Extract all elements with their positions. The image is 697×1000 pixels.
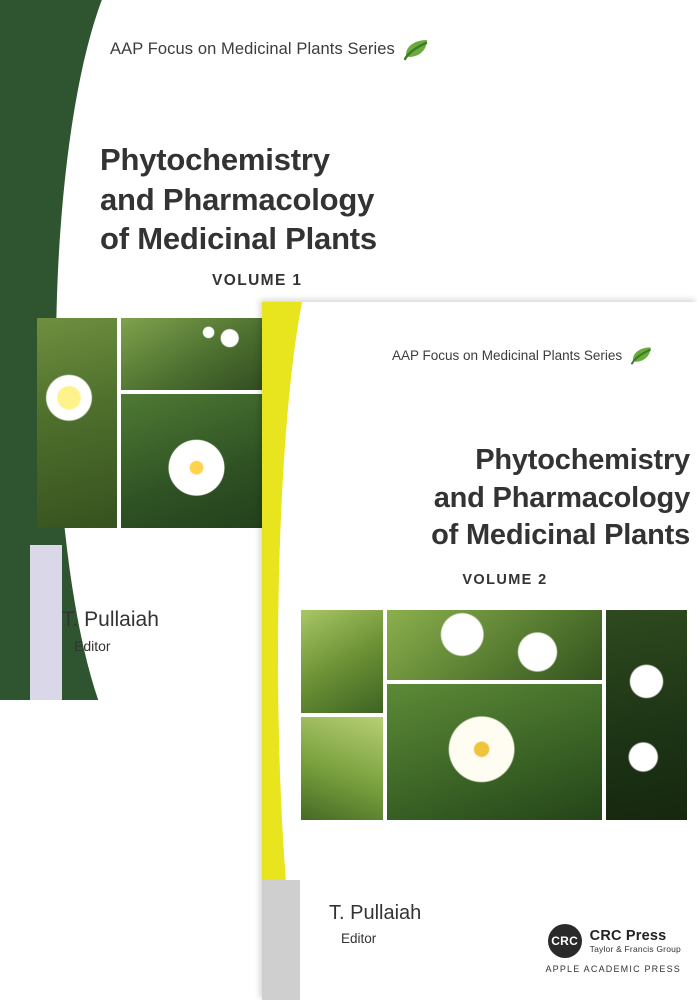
white-water-lily-photo	[121, 394, 272, 528]
volume-1-series-label: AAP Focus on Medicinal Plants Series	[110, 39, 395, 58]
volume-2-cover	[262, 302, 697, 1000]
volume-2-editor-block	[329, 902, 421, 946]
volume-1-title-line-3: of Medicinal Plants	[100, 221, 377, 257]
volume-1-series-bar	[110, 36, 455, 62]
volume-2-gray-foot	[262, 880, 300, 1000]
leaf-icon	[403, 36, 433, 62]
volume-2-editor-role: Editor	[341, 931, 377, 946]
volume-2-title	[338, 442, 690, 555]
publisher-logo	[548, 924, 681, 958]
imprint-label: APPLE ACADEMIC PRESS	[545, 964, 681, 974]
volume-2-title-line-3: of Medicinal Plants	[431, 519, 690, 552]
volume-2-title-line-2: and Pharmacology	[433, 481, 690, 514]
volume-2-series-label: AAP Focus on Medicinal Plants Series	[392, 347, 623, 363]
volume-1-volume-label: VOLUME 1	[212, 272, 303, 289]
volume-2-photo-column-center	[387, 610, 602, 820]
publisher-name: CRC Press	[589, 928, 667, 944]
volume-1-photo-column	[121, 318, 272, 528]
crc-badge: CRC	[548, 924, 582, 958]
volume-1-title-line-1: Phytochemistry	[100, 142, 330, 177]
green-leaves-with-small-flowers-photo	[121, 318, 272, 390]
volume-1-editor-block	[62, 608, 159, 654]
white-gardenia-flower-photo	[387, 684, 602, 820]
volume-2-series-bar	[392, 344, 656, 366]
volume-2-title-line-1: Phytochemistry	[475, 444, 690, 476]
volume-2-editor-name: T. Pullaiah	[329, 902, 422, 924]
small-white-flowers-photo	[387, 610, 602, 680]
volume-1-title-line-2: and Pharmacology	[100, 181, 375, 217]
leaf-icon	[630, 344, 656, 366]
volume-1-green-foot	[0, 545, 30, 700]
publisher-text	[590, 928, 681, 954]
publisher-group: Taylor & Francis Group	[589, 944, 681, 954]
variegated-green-leaves-photo	[301, 610, 383, 713]
volume-2-photo-collage	[301, 610, 687, 820]
volume-1-editor-name: T. Pullaiah	[62, 608, 159, 631]
volume-1-title	[100, 140, 460, 259]
white-spider-lily-photo	[606, 610, 687, 820]
volume-1-editor-role: Editor	[74, 638, 111, 654]
green-foliage-photo	[301, 717, 383, 820]
volume-2-volume-label: VOLUME 2	[462, 572, 548, 588]
volume-1-photo-collage	[37, 318, 272, 528]
yellow-daisy-flower-photo	[37, 318, 117, 528]
volume-2-photo-column-left	[301, 610, 383, 820]
